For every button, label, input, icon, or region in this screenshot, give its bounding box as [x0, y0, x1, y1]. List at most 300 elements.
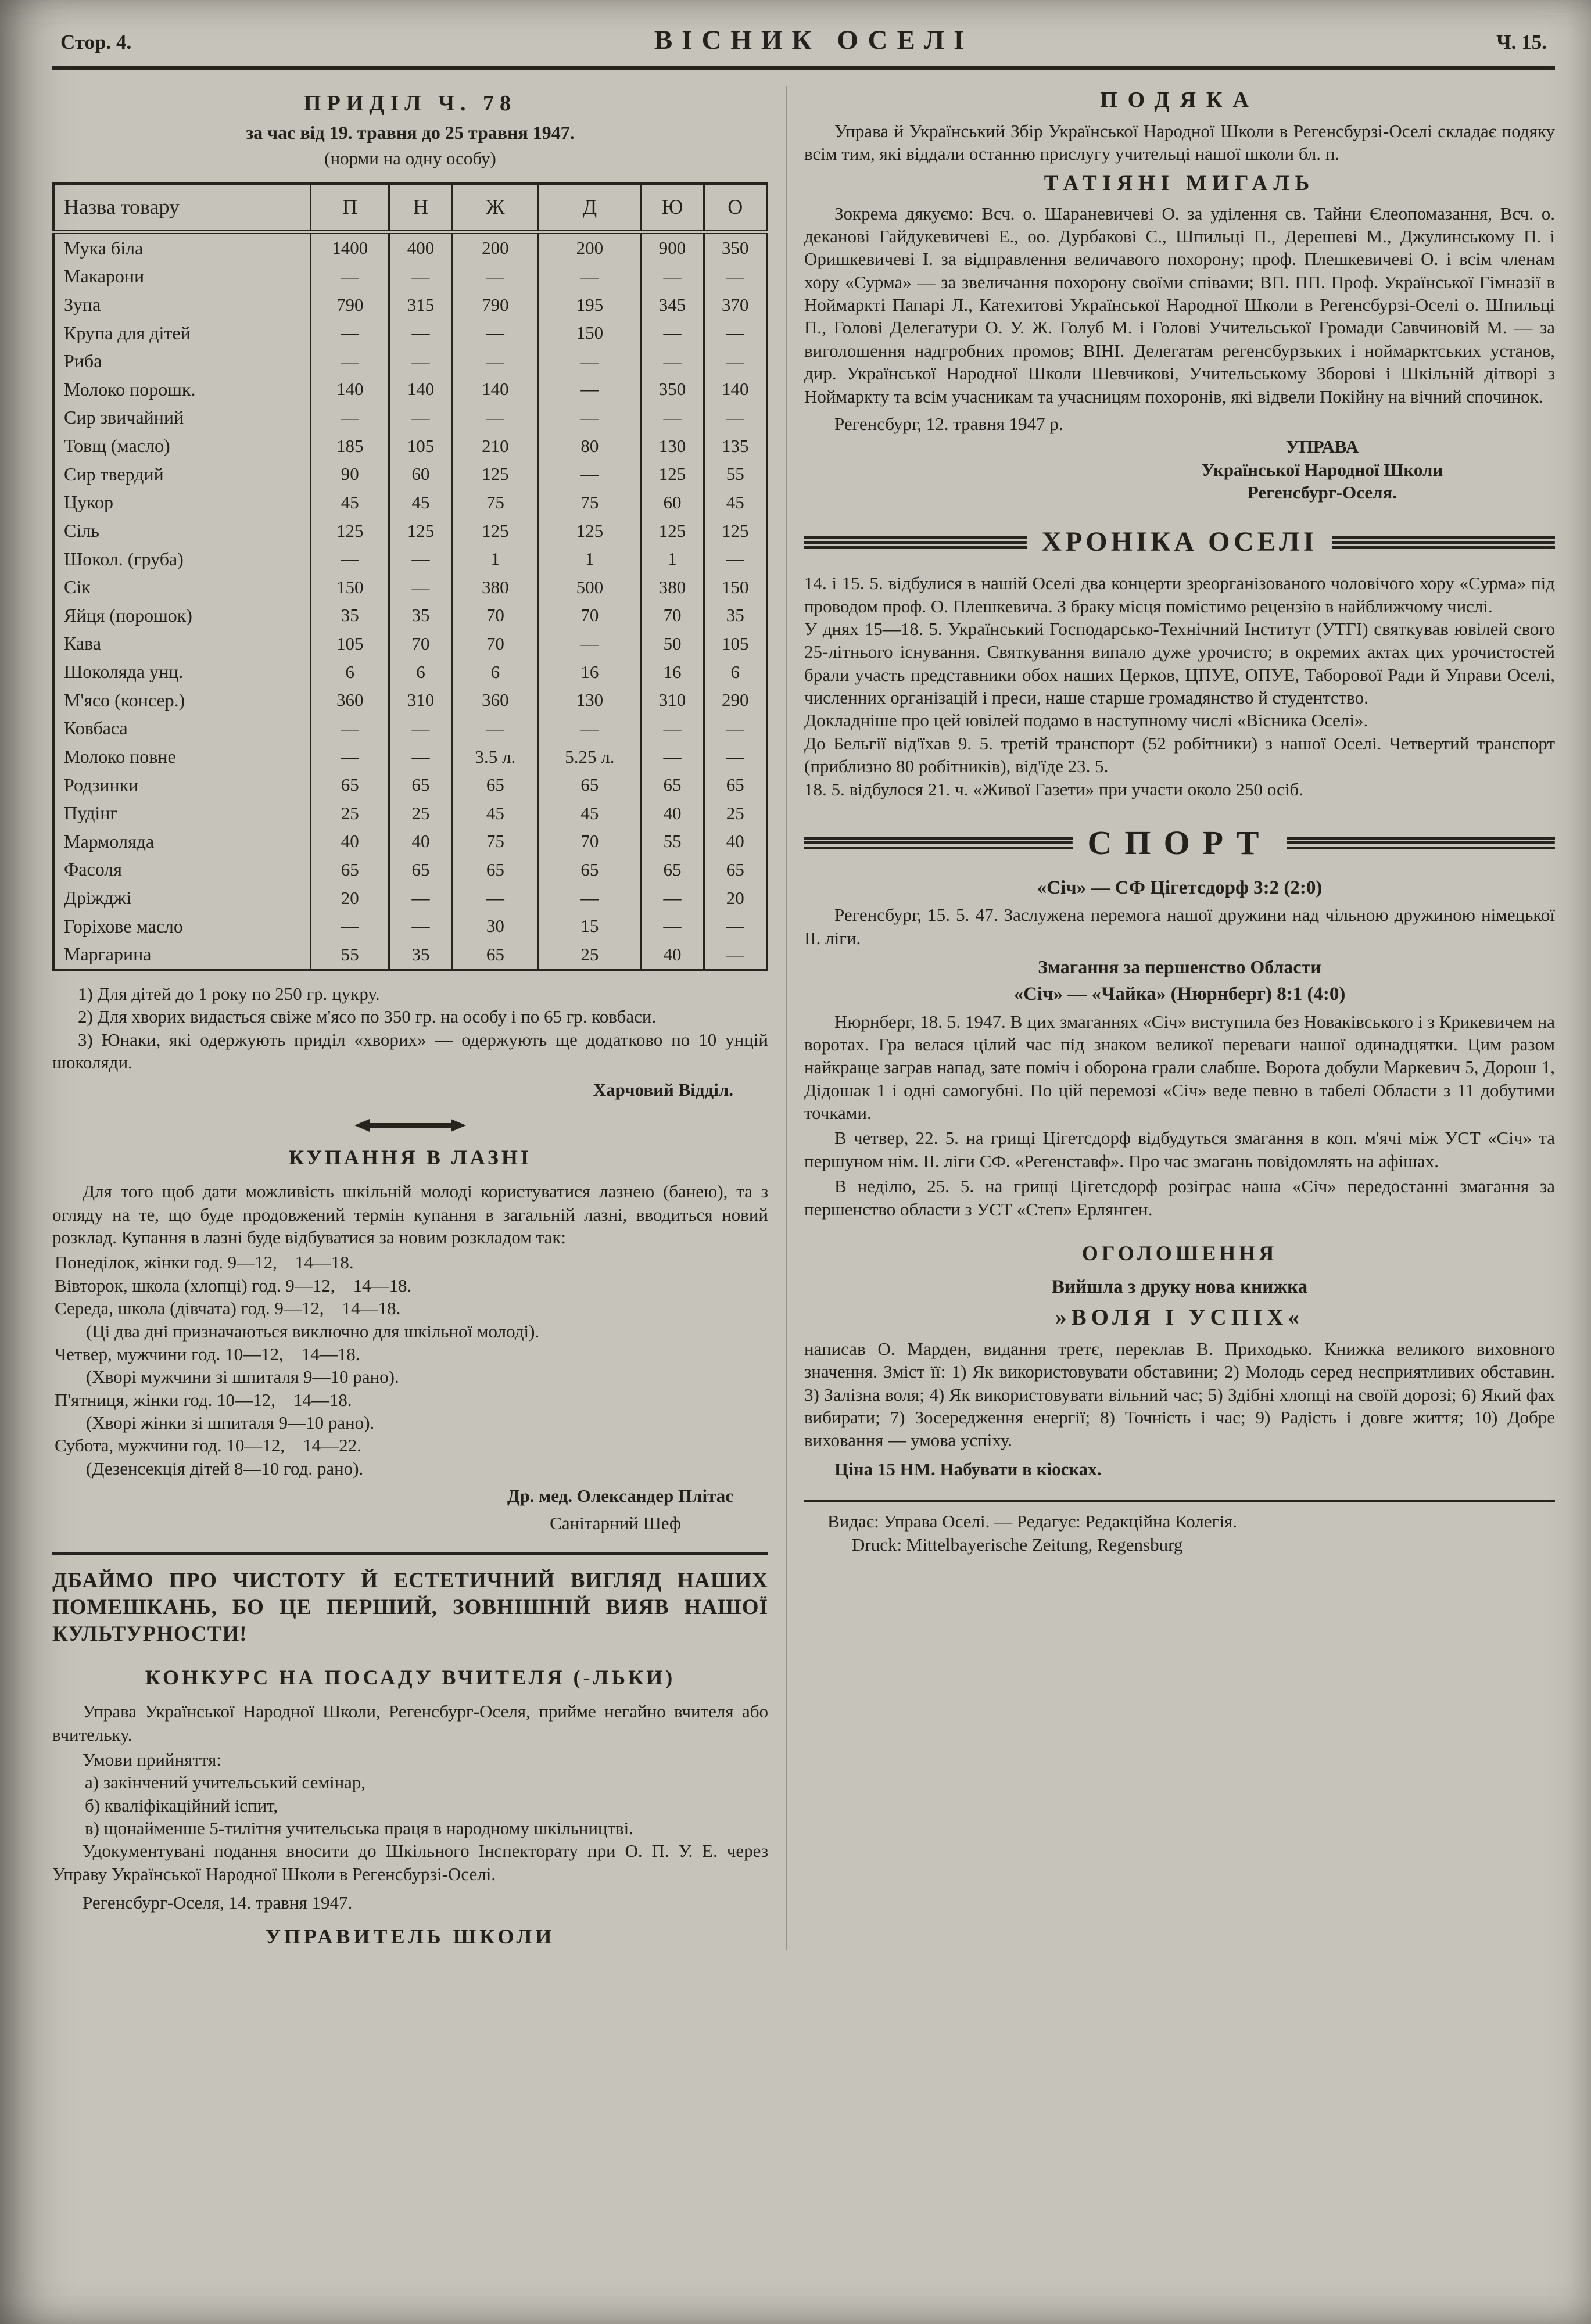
ration-value: 70 [641, 601, 704, 630]
ration-value: 790 [311, 290, 389, 319]
bath-schedule-line: Середа, школа (дівчата) год. 9—12, 14—18. [55, 1298, 401, 1319]
ration-table-row [53, 629, 767, 658]
ration-value: 140 [389, 375, 452, 404]
ration-item-name: Шоколяда унц. [64, 661, 184, 683]
ration-value: 20 [311, 884, 389, 912]
ration-value: — [311, 912, 389, 941]
ration-value: 370 [704, 290, 767, 319]
ration-value: 360 [452, 686, 539, 715]
ration-value: 55 [311, 940, 389, 970]
deceased-name: ТАТІЯНІ МИГАЛЬ [1044, 171, 1316, 195]
contest-condition: в) щонайменше 5-тилітня учительська праця в народному шкільництві. [85, 1818, 634, 1839]
ration-value: 65 [704, 855, 767, 884]
ration-value: 65 [311, 771, 389, 799]
ration-value: — [452, 262, 539, 290]
ration-table-row [53, 232, 767, 262]
ration-value: — [641, 884, 704, 912]
thanks-signature-line: Української Народної Школи [1201, 459, 1443, 480]
contest-conditions-label: Умови прийняття: [83, 1749, 221, 1770]
ration-value: — [704, 262, 767, 290]
ration-table-row [53, 573, 767, 601]
sport-result-1: «Січ» — СФ Цігетсдорф 3:2 (2:0) [1037, 877, 1323, 898]
ration-value: — [539, 714, 641, 743]
ration-item-name: Кава [64, 633, 102, 654]
ration-value: 360 [311, 686, 389, 715]
ration-value: 70 [452, 629, 539, 658]
sport-report-2: Нюрнберг, 18. 5. 1947. В цих змаганнях «Січ» виступила без Новаківського і з Крикевичем на воротах. Гра велася цілий час під знаком великої переваги нашої одинадцятки. Цим разом найкраще заграв напад, зате поміч і оборона грали слабше. Ворота добули Маркевич 5, Дорош 1, Дідошак 1 і одні самогубні. По цій перемозі «Січ» веде певно в табелі Области з 11 добутими точками. [804, 1011, 1555, 1124]
ration-value: 75 [452, 827, 539, 856]
bath-schedule-line: Понеділок, жінки год. 9—12, 14—18. [55, 1252, 354, 1273]
section-divider-ornament [52, 1119, 768, 1132]
sport-heading [804, 822, 1555, 865]
ration-table-row [53, 517, 767, 545]
ration-value: 16 [539, 658, 641, 686]
heading-rule-right [1287, 837, 1555, 849]
ration-value: 125 [539, 517, 641, 545]
ration-value: 210 [452, 432, 539, 460]
book-title: »ВОЛЯ І УСПІХ« [1055, 1304, 1304, 1330]
newspaper-title: ВІСНИК ОСЕЛІ [654, 25, 974, 55]
ration-value: 200 [452, 232, 539, 262]
ration-table-row [53, 290, 767, 319]
ration-value: 290 [704, 686, 767, 715]
content-columns [52, 86, 1555, 1950]
ration-value: 65 [641, 771, 704, 799]
ornament-right-arrow [451, 1119, 466, 1132]
ration-value: — [641, 714, 704, 743]
ration-value: — [311, 545, 389, 573]
ration-table-row [53, 940, 767, 970]
announcement-body: написав О. Марден, видання третє, переклав В. Приходько. Книжка великого виховного значення. Зміст її: 1) Як використовувати обставини; 2) Молодь серед несприятливих обставин. 3) Залізна воля; 4) Як використовувати вільний час; 5) Здібні хлопці на своїй дорозі; 6) Який фах вибирати; 7) Зосередження енергії; 8) Точність і час; 9) Радість і довге життя; 10) Добре виховання — умова успіху. [804, 1339, 1555, 1451]
ration-value: 35 [311, 601, 389, 630]
ration-table-row [53, 601, 767, 630]
ration-value: 35 [704, 601, 767, 630]
heading-rule-left [804, 837, 1073, 849]
ration-value: 25 [539, 940, 641, 970]
ration-value: 70 [539, 601, 641, 630]
ration-value: — [641, 347, 704, 375]
ration-item-name: Риба [64, 350, 102, 372]
ration-value: — [389, 743, 452, 771]
ration-value: 350 [641, 375, 704, 404]
ration-value: — [389, 714, 452, 743]
ration-value: 45 [704, 488, 767, 517]
ration-item-name: Макарони [64, 266, 145, 287]
ration-value: 125 [452, 517, 539, 545]
chronicle-paragraphs [804, 572, 1555, 801]
ration-value: 80 [539, 432, 641, 460]
ration-item-name: Сир звичайний [64, 407, 184, 428]
ration-value: — [311, 714, 389, 743]
ration-value: 50 [641, 629, 704, 658]
ration-footnote: 3) Юнаки, які одержують приділ «хворих» — одержують ще додатково по 10 унцій шоколяди. [52, 1029, 768, 1073]
ration-value: — [452, 714, 539, 743]
ration-value: — [704, 403, 767, 432]
ration-value: 40 [641, 940, 704, 970]
ration-value: 16 [641, 658, 704, 686]
ration-table-row [53, 319, 767, 347]
ornament-bar [370, 1123, 451, 1128]
ration-table-row [53, 799, 767, 827]
callout-rule [52, 1552, 768, 1555]
ration-item-name: Ковбаса [64, 718, 128, 739]
contest-intro: Управа Української Народної Школи, Регенсбург-Оселя, прийме негайно вчителя або вчительку. [52, 1701, 768, 1745]
ration-value: — [641, 912, 704, 941]
ration-item-name: Сир твердий [64, 463, 164, 485]
ration-value: 1 [539, 545, 641, 573]
contest-conditions [52, 1771, 768, 1839]
ration-value: 200 [539, 232, 641, 262]
ration-item-name: Сіль [64, 519, 99, 541]
ration-value: 65 [452, 940, 539, 970]
ration-value: — [452, 319, 539, 347]
ration-value: 65 [452, 771, 539, 799]
chronicle-paragraph: Докладніше про цей ювілей подамо в наступному числі «Вісника Оселі». [804, 710, 1368, 731]
ration-value: 65 [389, 771, 452, 799]
ration-item-name: Молоко порошк. [64, 378, 196, 400]
ration-value: 135 [704, 432, 767, 460]
ration-value: 55 [641, 827, 704, 856]
ration-value: 140 [311, 375, 389, 404]
bath-signature-name: Др. мед. Олександер Плітас [507, 1486, 733, 1507]
ration-item-name: Молоко повне [64, 745, 176, 767]
ration-item-name: Родзинки [64, 774, 139, 795]
ration-value: — [389, 545, 452, 573]
ration-value: — [641, 743, 704, 771]
ration-value: 6 [389, 658, 452, 686]
left-column [52, 86, 768, 1950]
bath-schedule-line: П'ятниця, жінки год. 10—12, 14—18. [55, 1389, 352, 1410]
ration-value: — [311, 262, 389, 290]
ration-value: — [539, 460, 641, 489]
publisher-line: Видає: Управа Оселі. — Редагує: Редакційна Колегія. [827, 1511, 1237, 1532]
ration-value: — [641, 319, 704, 347]
ration-table-header-cell: П [311, 184, 389, 232]
ration-value: 125 [389, 517, 452, 545]
teacher-contest-section [52, 1665, 768, 1950]
ration-value: 45 [539, 799, 641, 827]
ration-value: 35 [389, 940, 452, 970]
ration-table-row [53, 912, 767, 941]
ration-value: 130 [641, 432, 704, 460]
ration-value: — [389, 403, 452, 432]
ration-value: 125 [641, 460, 704, 489]
ration-value: — [704, 743, 767, 771]
ration-value: 195 [539, 290, 641, 319]
ration-value: — [704, 940, 767, 970]
ration-value: — [704, 714, 767, 743]
thanks-title: ПОДЯКА [1100, 87, 1259, 112]
ration-value: 105 [704, 629, 767, 658]
cleanliness-callout: ДБАЙМО ПРО ЧИСТОТУ Й ЕСТЕТИЧНИЙ ВИГЛЯД НАШИХ ПОМЕШКАНЬ, БО ЦЕ ПЕРШИЙ, ЗОВНІШНІЙ ВИЯВ НАШОЇ КУЛЬТУРНОСТИ! [52, 1568, 768, 1647]
sport-title: СПОРТ [1087, 823, 1272, 862]
ornament-left-arrow [354, 1119, 370, 1132]
chronicle-heading [804, 525, 1555, 560]
bath-schedule-line: Вівторок, школа (хлопці) год. 9—12, 14—18. [55, 1275, 412, 1296]
ration-section [52, 89, 768, 1102]
ration-value: 60 [389, 460, 452, 489]
thanks-signature-line: УПРАВА [1285, 436, 1359, 457]
chronicle-title: ХРОНІКА ОСЕЛІ [1041, 526, 1318, 558]
ration-value: 65 [539, 771, 641, 799]
ration-value: 65 [311, 855, 389, 884]
announcement-intro: Вийшла з друку нова книжка [1051, 1276, 1308, 1297]
ration-value: 125 [704, 517, 767, 545]
ration-value: 25 [311, 799, 389, 827]
ration-value: 70 [539, 827, 641, 856]
ration-value: 40 [641, 799, 704, 827]
ration-item-name: Мука біла [64, 237, 144, 259]
ration-value: 75 [452, 488, 539, 517]
announcement-section [804, 1240, 1555, 1480]
ration-table-row [53, 375, 767, 404]
announcement-title: ОГОЛОШЕННЯ [1081, 1241, 1278, 1265]
ration-signature: Харчовий Відділ. [593, 1079, 733, 1100]
sport-report-1: Регенсбург, 15. 5. 47. Заслужена перемога нашої дружини над чільною дружиною німецької ІІ. ліги. [804, 905, 1555, 948]
ration-value: 105 [311, 629, 389, 658]
ration-value: 65 [704, 771, 767, 799]
ration-table-header-row [53, 184, 767, 232]
ration-value: 6 [311, 658, 389, 686]
ration-table-header-cell: Д [539, 184, 641, 232]
chronicle-paragraph: 18. 5. відбулося 21. ч. «Живої Газети» при участи около 250 осіб. [804, 779, 1303, 799]
ration-value: 130 [539, 686, 641, 715]
ration-value: 140 [704, 375, 767, 404]
ration-table-row [53, 855, 767, 884]
ration-value: — [539, 629, 641, 658]
ration-value: 40 [389, 827, 452, 856]
ration-value: 20 [704, 884, 767, 912]
ration-value: 900 [641, 232, 704, 262]
ration-value: 65 [641, 855, 704, 884]
ration-value: 125 [452, 460, 539, 489]
bath-title: КУПАННЯ В ЛАЗНІ [289, 1145, 532, 1169]
ration-value: — [311, 319, 389, 347]
ration-table-row [53, 488, 767, 517]
ration-subtitle: за час від 19. травня до 25 травня 1947. [246, 121, 575, 143]
ration-table-row [53, 403, 767, 432]
ration-item-name: Цукор [64, 492, 114, 513]
ration-value: 6 [452, 658, 539, 686]
contest-signature: УПРАВИТЕЛЬ ШКОЛИ [265, 1924, 556, 1948]
imprint-footer [804, 1500, 1555, 1556]
ration-value: 45 [311, 488, 389, 517]
ration-value: 310 [641, 686, 704, 715]
ration-table-header-cell: Назва товару [53, 184, 311, 232]
ration-value: — [704, 545, 767, 573]
ration-item-name: Сік [64, 576, 91, 598]
ration-value: 65 [452, 855, 539, 884]
ration-value: — [389, 884, 452, 912]
sport-announce-1: В четвер, 22. 5. на грищі Цігетсдорф відбудуться змагання в коп. м'ячі між УСТ «Січ» та першуном нім. ІІ. ліги СФ. «Регенставф». Про час змагань повідомлять на афішах. [804, 1128, 1555, 1171]
thanks-section [804, 86, 1555, 504]
ration-value: 105 [389, 432, 452, 460]
bath-section [52, 1145, 768, 1535]
bath-schedule-line: (Хворі мужчини зі шпиталя 9—10 рано). [86, 1367, 399, 1387]
sport-subheading: Змагання за першенство Области [1038, 956, 1321, 978]
masthead [52, 20, 1555, 66]
ration-value: 1400 [311, 232, 389, 262]
ration-value: 60 [641, 488, 704, 517]
ration-item-name: Маргарина [64, 944, 152, 965]
ration-value: — [539, 375, 641, 404]
printer-line: Druck: Mittelbayerische Zeitung, Regensburg [852, 1534, 1183, 1555]
ration-table-header-cell: О [704, 184, 767, 232]
column-divider [786, 86, 787, 1950]
ration-value: 380 [641, 573, 704, 601]
ration-item-name: Крупа для дітей [64, 322, 191, 343]
ration-value: 1 [452, 545, 539, 573]
ration-table-row [53, 658, 767, 686]
ration-value: — [539, 347, 641, 375]
heading-rule-left [804, 536, 1027, 549]
ration-value: — [539, 262, 641, 290]
ration-item-name: Товщ (масло) [64, 435, 170, 457]
ration-value: 55 [704, 460, 767, 489]
ration-value: 75 [539, 488, 641, 517]
masthead-rule [52, 66, 1555, 70]
ration-table-row [53, 545, 767, 573]
ration-table-header-cell: Н [389, 184, 452, 232]
ration-value: 150 [311, 573, 389, 601]
contest-dateline: Регенсбург-Оселя, 14. травня 1947. [83, 1892, 353, 1913]
bath-signature-title: Санітарний Шеф [550, 1513, 681, 1534]
ration-value: 40 [311, 827, 389, 856]
bath-schedule [52, 1251, 768, 1480]
contest-condition: а) закінчений учительський семінар, [85, 1772, 366, 1793]
ration-value: 345 [641, 290, 704, 319]
ration-footnote: 2) Для хворих видається свіже м'ясо по 350 гр. на особу і по 65 гр. ковбаси. [78, 1006, 657, 1027]
ration-table-row [53, 771, 767, 799]
bath-intro: Для того щоб дати можливість шкільній молоді користуватися лазнею (банею), та з огляду на те, що буде продовжений термін купання в загальній лазні, вводиться новий розклад. Купання в лазні буде відбуватися за новим розкладом так: [52, 1181, 768, 1248]
ration-table-row [53, 714, 767, 743]
ration-item-name: Пудінг [64, 802, 118, 824]
ration-value: 25 [389, 799, 452, 827]
ration-title: ПРИДІЛ Ч. 78 [304, 91, 517, 116]
page-number-label: Стор. 4. [60, 31, 132, 53]
ration-value: 500 [539, 573, 641, 601]
ration-value: 790 [452, 290, 539, 319]
ration-value: 45 [452, 799, 539, 827]
ration-item-name: М'ясо (консер.) [64, 689, 185, 711]
ration-value: — [641, 403, 704, 432]
bath-schedule-line: Субота, мужчини год. 10—12, 14—22. [55, 1435, 361, 1456]
ration-item-name: Горіхове масло [64, 915, 183, 937]
thanks-dateline: Регенсбург, 12. травня 1947 р. [834, 413, 1063, 434]
ration-norm-note: (норми на одну особу) [324, 148, 496, 168]
ration-table-row [53, 460, 767, 489]
ration-value: 30 [452, 912, 539, 941]
ration-value: 65 [539, 855, 641, 884]
ration-value: 6 [704, 658, 767, 686]
ration-value: 25 [704, 799, 767, 827]
sport-result-2: «Січ» — «Чайка» (Нюрнберг) 8:1 (4:0) [1013, 983, 1346, 1005]
ration-value: 400 [389, 232, 452, 262]
right-column [804, 86, 1555, 1950]
ration-value: — [704, 912, 767, 941]
ration-table [52, 182, 768, 971]
ration-value: 90 [311, 460, 389, 489]
ration-value: 350 [704, 232, 767, 262]
ration-value: — [452, 347, 539, 375]
ration-value: 150 [539, 319, 641, 347]
ration-value: — [539, 403, 641, 432]
ration-table-row [53, 432, 767, 460]
ration-value: — [389, 573, 452, 601]
ration-value: 140 [452, 375, 539, 404]
ration-value: 125 [311, 517, 389, 545]
contest-condition: б) кваліфікаційний іспит, [85, 1795, 278, 1816]
thanks-body: Зокрема дякуємо: Всч. о. Шараневичеві О. за уділення св. Тайни Єлеопомазання, Всч. о. деканові Гайдукевичеві Е., оо. Дурбакові С., Шпильці П., Дерешеві М., Джулинському П. і Оришкевичеві І. за відправлення величавого похорону; проф. Плешкевичеві О. і всім членам хору «Сурма» — за звеличання похорону своїми співами; ВП. ПП. Проф. Української Гімназії в Ноймаркті Папарі Л., Катехитові Української Народної Школи в Регенсбурзі-Оселі о. Шпильці П., Голові Делегатури О. У. Ж. Голуб М. і Голові Учительської Громади Савчиновій М. — за виголошення надгробних промов; ВІНІ. Делегатам регенсбурзьких і ноймарктських установ, дир. Української Народної Школи Шевчикові, Учительському Зборові і Шкільній дітворі з Ноймаркту та всім учасникам та учасницям похоронів, які відвели Покійну на вічний спочинок. [804, 203, 1555, 407]
ration-value: 310 [389, 686, 452, 715]
ration-value: — [389, 912, 452, 941]
ration-item-name: Фасоля [64, 859, 122, 880]
ration-value: 70 [389, 629, 452, 658]
ration-value: 45 [389, 488, 452, 517]
ration-table-header-cell: Ю [641, 184, 704, 232]
ration-value: — [389, 347, 452, 375]
thanks-intro: Управа й Український Збір Української Народної Школи в Регенсбурзі-Оселі складає подяку всім тим, які віддали останню прислугу учительці нашої школи бл. п. [804, 120, 1555, 164]
ration-value: 40 [704, 827, 767, 856]
ration-item-name: Шокол. (груба) [64, 548, 184, 569]
ration-table-row [53, 262, 767, 290]
ration-table-row [53, 347, 767, 375]
ration-value: 70 [452, 601, 539, 630]
ration-value: 150 [704, 573, 767, 601]
book-price: Ціна 15 НМ. Набувати в кіосках. [834, 1458, 1102, 1479]
ration-value: — [311, 743, 389, 771]
ration-item-name: Дріжджі [64, 887, 132, 909]
ration-table-header-cell: Ж [452, 184, 539, 232]
bath-schedule-line: (Хворі жінки зі шпиталя 9—10 рано). [86, 1412, 375, 1433]
ration-item-name: Мармоляда [64, 830, 155, 852]
ration-value: — [311, 403, 389, 432]
ration-footnotes [52, 982, 768, 1074]
ration-value: — [452, 403, 539, 432]
bath-schedule-line: (Ці два дні призначаються виключно для шкільної молоді). [86, 1321, 540, 1342]
ration-footnote: 1) Для дітей до 1 року по 250 гр. цукру. [78, 983, 380, 1004]
chronicle-paragraph: У днях 15—18. 5. Український Господарсько-Технічний Інститут (УТГІ) святкував ювілей свого 25-літнього існування. Святкування випало дуже урочисто; в окремих актах цих урочистостей брали участь представники обох наших Церков, ЦПУЕ, ОПУЕ, Таборової Ради й Управи Оселі, численних організацій і преси, наше старше громадянство й студентство. [804, 618, 1555, 708]
issue-number-label: Ч. 15. [1496, 31, 1547, 53]
ration-value: 35 [389, 601, 452, 630]
ration-table-row [53, 884, 767, 912]
ration-value: 380 [452, 573, 539, 601]
ration-value: 15 [539, 912, 641, 941]
chronicle-paragraph: До Бельгії від'їхав 9. 5. третій транспорт (52 робітники) з нашої Оселі. Четвертий транспорт (приблизно 80 робітників), від'їде 23. 5. [804, 733, 1555, 777]
ration-value: — [704, 319, 767, 347]
ration-value: — [704, 347, 767, 375]
ration-table-row [53, 686, 767, 715]
ration-value: 5.25 л. [539, 743, 641, 771]
ration-item-name: Зупа [64, 293, 101, 315]
ration-value: 185 [311, 432, 389, 460]
ration-value: 125 [641, 517, 704, 545]
bath-schedule-line: Четвер, мужчини год. 10—12, 14—18. [55, 1343, 360, 1364]
ration-item-name: Яйця (порошок) [64, 604, 192, 626]
ration-value: 3.5 л. [452, 743, 539, 771]
chronicle-paragraph: 14. і 15. 5. відбулися в нашій Оселі два концерти зреорганізованого чоловічого хору «Сурма» під проводом проф. О. Плешкевича. З браку місця помістимо рецензію в найближчому числі. [804, 573, 1555, 616]
chronicle-section [804, 525, 1555, 801]
ration-value: — [641, 262, 704, 290]
contest-submission: Удокументувані подання вносити до Шкільного Інспекторату при О. П. У. Е. через Управу Української Народної Школи в Регенсбурзі-Оселі. [52, 1841, 768, 1884]
thanks-signature-line: Регенсбург-Оселя. [1247, 482, 1397, 503]
ration-value: 1 [641, 545, 704, 573]
sport-section [804, 822, 1555, 1221]
ration-value: — [389, 262, 452, 290]
contest-title: КОНКУРС НА ПОСАДУ ВЧИТЕЛЯ (-ЛЬКИ) [145, 1665, 676, 1689]
thanks-signature [1090, 435, 1555, 504]
ration-value: 315 [389, 290, 452, 319]
